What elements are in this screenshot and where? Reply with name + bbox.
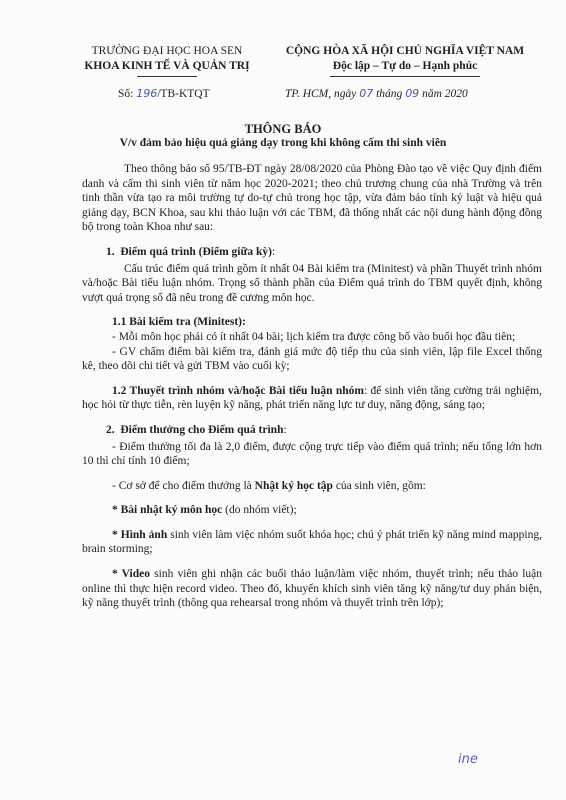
university-name: TRƯỜNG ĐẠI HỌC HOA SEN: [91, 45, 243, 57]
header-underline: [137, 76, 197, 77]
section-1-2: [82, 384, 542, 413]
institution-header: [82, 44, 252, 77]
section-2-heading: 2. Điểm thưởng cho Điểm quá trình:: [106, 423, 287, 436]
handwritten-initials: ine: [458, 752, 478, 767]
faculty-name: KHOA KINH TẾ VÀ QUẢN TRỊ: [84, 60, 250, 72]
item-images: * Hình ảnh sinh viên làm việc nhóm suốt khóa học; chú ý phát triển kỹ năng mind mapping, brain storming;: [82, 528, 542, 556]
handwritten-number: 196: [136, 87, 158, 100]
country-name: CỘNG HÒA XÃ HỘI CHỦ NGHĨA VIỆT NAM: [285, 45, 525, 57]
handwritten-month: 09: [405, 87, 420, 100]
document-date: TP. HCM, ngày 07 tháng 09 năm 2020: [285, 87, 468, 100]
document-body: [82, 162, 542, 621]
section-1-1-bullet-1: - Mỗi môn học phải có ít nhất 04 bài; lịch kiểm tra được công bố vào buổi học đầu tiên;: [112, 330, 516, 343]
section-2-bullet-1: - Điểm thưởng tối đa là 2,0 điểm, được cộng trực tiếp vào điểm quá trình; nếu tổng lớn hơn 10 thì chỉ tính 10 điểm;: [82, 440, 542, 468]
national-motto: Độc lập – Tự do – Hạnh phúc: [332, 60, 478, 72]
document-number: Số: 196/TB-KTQT: [118, 87, 210, 100]
document-title: THÔNG BÁO: [244, 122, 322, 136]
section-2-bullet-2: - Cơ sở để cho điểm thưởng là Nhật ký học tập của sinh viên, gồm:: [112, 479, 426, 492]
motto-underline: [330, 76, 480, 77]
section-1-1: [82, 315, 542, 344]
document-subtitle: V/v đảm bảo hiệu quả giảng dạy trong khi không cấm thi sinh viên: [119, 137, 447, 149]
handwritten-day: 07: [359, 87, 374, 100]
item-video: * Video sinh viên ghi nhận các buổi thảo luận/làm việc nhóm, thuyết trình; nếu thảo luận online thì thực hiện record video. Theo đó, khuyến khích sinh viên tăng kỹ năng/tư duy phản biện, kỹ năng thuyết trình (thông qua rehearsal trong nhóm và thuyết trình trên lớp);: [82, 568, 542, 610]
section-1-2-text: : để sinh viên tăng cường trải nghiệm, học hỏi từ thực tiễn, rèn luyện kỹ năng, phát triển năng lực tư duy, năng động, sáng tạo;: [82, 384, 542, 412]
section-1-1-bullet-2: - GV chấm điểm bài kiểm tra, đánh giá mức độ tiếp thu của sinh viên, lập file Excel thống kê, theo dõi chi tiết và gửi TBM vào cuối kỳ;: [82, 345, 542, 373]
section-1-2-heading: 1.2 Thuyết trình nhóm và/hoặc Bài tiểu luận nhóm: [112, 384, 364, 397]
national-motto-header: [255, 44, 555, 77]
section-1-heading: 1. Điểm quá trình (Điểm giữa kỳ):: [106, 245, 276, 258]
section-1-1-heading: 1.1 Bài kiểm tra (Minitest):: [112, 316, 246, 329]
section-1-text: Cấu trúc điểm quá trình gồm ít nhất 04 Bài kiểm tra (Minitest) và phần Thuyết trình nhóm và/hoặc Bài tiểu luận nhóm. Trọng số thành phần của Điểm quá trình do TBM quyết định, không vượt quá trọng số đã nêu trong đề cương môn học.: [82, 262, 542, 304]
item-learning-journal: * Bài nhật ký môn học (do nhóm viết);: [112, 504, 297, 517]
intro-paragraph: Theo thông báo số 95/TB-ĐT ngày 28/08/2020 của Phòng Đào tạo về việc Quy định điểm danh và cấm thi sinh viên từ năm học 2020-2021; theo chủ trương chung của nhà Trường và trên tinh thần vừa tạo ra môi trường tự do-tự chủ trong học tập, vừa đảm bảo tính kỷ luật và hiệu quả giảng dạy, BCN Khoa, sau khi thảo luận với các TBM, đã thống nhất các nội dung hành động đồng bộ trong toàn Khoa như sau:: [82, 163, 542, 234]
